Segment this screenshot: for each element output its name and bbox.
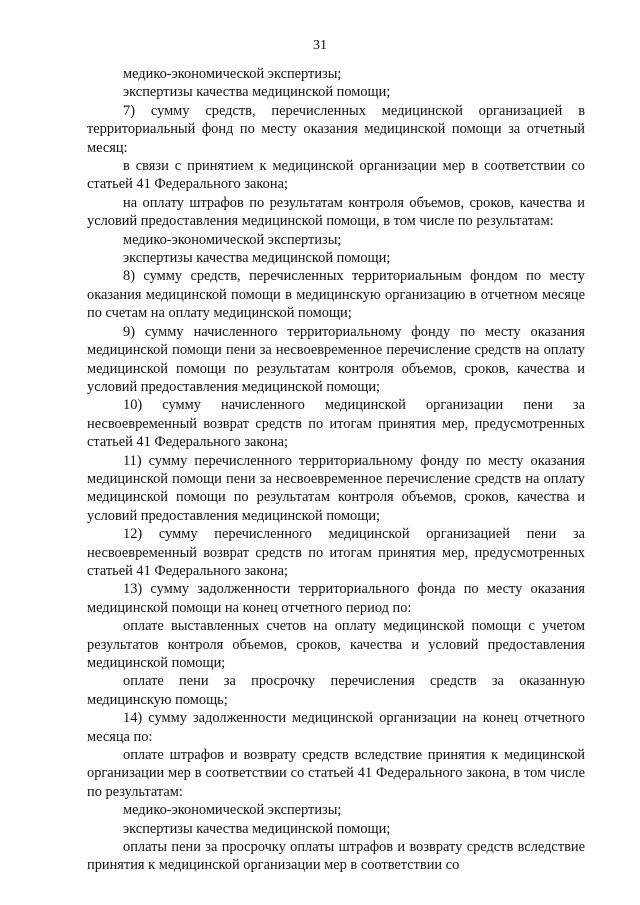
page-number: 31 xyxy=(313,38,327,53)
paragraph: 8) сумму средств, перечисленных территориальным фондом по месту оказания медицинской помощи в медицинскую организацию в отчетном месяце по счетам на оплату медицинской помощи; xyxy=(87,268,585,322)
paragraph: 10) сумму начисленного медицинской организации пени за несвоевременный возврат средств по итогам принятия мер, предусмотренных статьей 41 Федерального закона; xyxy=(87,397,585,451)
paragraph: 11) сумму перечисленного территориальному фонду по месту оказания медицинской помощи пени за несвоевременное перечисление средств на оплату медицинской помощи по результатам контроля объемов, сроков, качества и условий предоставления медицинской помощи; xyxy=(87,452,585,524)
paragraph: на оплату штрафов по результатам контроля объемов, сроков, качества и условий предоставления медицинской помощи, в том числе по результатам: xyxy=(87,194,585,230)
paragraph: оплате штрафов и возврату средств вследствие принятия к медицинской организации мер в соответствии со статьей 41 Федерального закона, в том числе по результатам: xyxy=(87,747,585,800)
document-body xyxy=(87,65,585,875)
paragraph: 14) сумму задолженности медицинской организации на конец отчетного месяца по: xyxy=(87,710,585,745)
paragraph: экспертизы качества медицинской помощи; xyxy=(123,84,391,101)
paragraph: 9) сумму начисленного территориальному фонду по месту оказания медицинской помощи пени за несвоевременное перечисление средств на оплату медицинской помощи по результатам контроля объемов, сроков, качества и условий предоставления медицинской помощи; xyxy=(87,323,585,395)
paragraph: экспертизы качества медицинской помощи; xyxy=(123,820,391,837)
paragraph: медико-экономической экспертизы; xyxy=(123,66,342,82)
paragraph: медико-экономической экспертизы; xyxy=(123,231,342,248)
paragraph: медико-экономической экспертизы; xyxy=(123,802,342,819)
paragraph: оплате выставленных счетов на оплату медицинской помощи с учетом результатов контроля объемов, сроков, качества и условий предоставления медицинской помощи; xyxy=(87,618,585,671)
paragraph: оплате пени за просрочку перечисления средств за оказанную медицинскую помощь; xyxy=(87,673,585,708)
paragraph: 13) сумму задолженности территориального фонда по месту оказания медицинской помощи на конец отчетного период по: xyxy=(87,581,585,616)
paragraph: оплаты пени за просрочку оплаты штрафов и возврату средств вследствие принятия к медицинской организации мер в соответствии со xyxy=(87,839,585,874)
paragraph: 7) сумму средств, перечисленных медицинской организацией в территориальный фонд по месту оказания медицинской помощи за отчетный месяц: xyxy=(87,102,585,156)
paragraph: в связи с принятием к медицинской организации мер в соответствии со статьей 41 Федерального закона; xyxy=(87,158,585,193)
paragraph: 12) сумму перечисленного медицинской организацией пени за несвоевременный возврат средств по итогам принятия мер, предусмотренных статьей 41 Федерального закона; xyxy=(87,526,585,579)
paragraph: экспертизы качества медицинской помощи; xyxy=(123,250,391,267)
